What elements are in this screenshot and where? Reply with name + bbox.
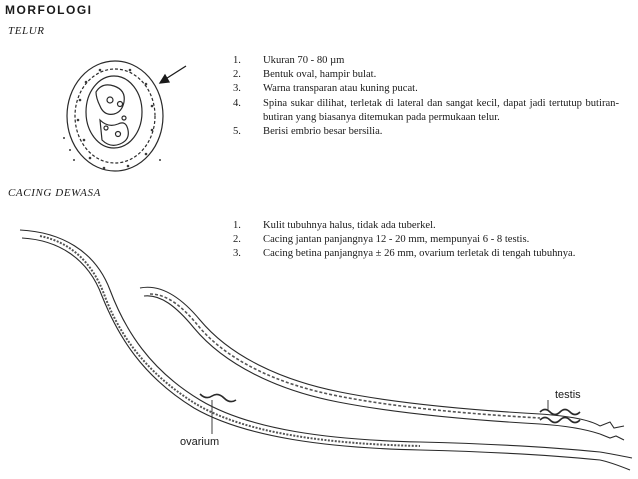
list-number: 3.	[233, 83, 241, 95]
page-title: MORFOLOGI	[5, 3, 93, 17]
embryo-tail	[100, 120, 128, 145]
list-item	[233, 54, 619, 68]
list-number: 1.	[233, 220, 241, 231]
list-text: Kulit tubuhnya halus, tidak ada tuberkel.	[263, 220, 436, 231]
female-worm-ovary-tract	[40, 236, 420, 446]
list-text: Bentuk oval, hampir bulat.	[263, 69, 377, 81]
section-heading-cacing-dewasa: CACING DEWASA	[8, 187, 101, 199]
list-text: Spina sukar dilihat, terletak di lateral dan sangat kecil, dapat jadi tertutup butiran-butiran yang biasanya ditemukan pada permukaan telur.	[263, 97, 619, 123]
ovarium-label: ovarium	[180, 436, 220, 448]
list-text: Cacing betina panjangnya ± 26 mm, ovarium terletak di tengah tubuhnya.	[263, 248, 576, 260]
female-worm-outer-edge	[20, 230, 600, 452]
list-item	[233, 97, 619, 125]
male-worm-tail	[600, 422, 624, 440]
male-worm-gut	[150, 294, 540, 418]
list-text: Ukuran 70 - 80 µm	[263, 55, 345, 66]
list-number: 2.	[233, 234, 241, 246]
female-worm-inner-edge	[22, 238, 600, 460]
list-item	[233, 125, 619, 139]
list-text: Cacing jantan panjangnya 12 - 20 mm, mempunyai 6 - 8 testis.	[263, 234, 530, 246]
list-item	[233, 247, 619, 261]
list-text: Berisi embrio besar bersilia.	[263, 126, 383, 138]
list-number: 4.	[233, 97, 241, 109]
testis-coils	[540, 410, 580, 415]
section-heading-telur: TELUR	[8, 25, 45, 37]
list-number: 3.	[233, 248, 241, 260]
embryo-outline	[86, 76, 142, 148]
list-number: 2.	[233, 69, 241, 81]
embryo-body	[96, 85, 124, 114]
list-number: 1.	[233, 55, 241, 66]
female-worm-tail	[600, 452, 632, 470]
egg-inner-shell	[75, 69, 155, 163]
list-item	[233, 82, 619, 96]
cacing-dewasa-characteristics-list	[233, 219, 619, 262]
list-item	[233, 219, 619, 233]
list-item	[233, 233, 619, 247]
male-worm-outer-edge	[140, 287, 600, 426]
list-item	[233, 68, 619, 82]
ovarium-marks	[200, 394, 236, 402]
egg-outer-shell	[67, 61, 163, 171]
male-worm-inner-edge	[144, 296, 600, 434]
list-number: 5.	[233, 126, 241, 138]
telur-characteristics-list	[233, 54, 619, 139]
list-text: Warna transparan atau kuning pucat.	[263, 83, 418, 95]
testis-label: testis	[555, 389, 581, 401]
pointer-arrow-icon	[160, 66, 186, 83]
